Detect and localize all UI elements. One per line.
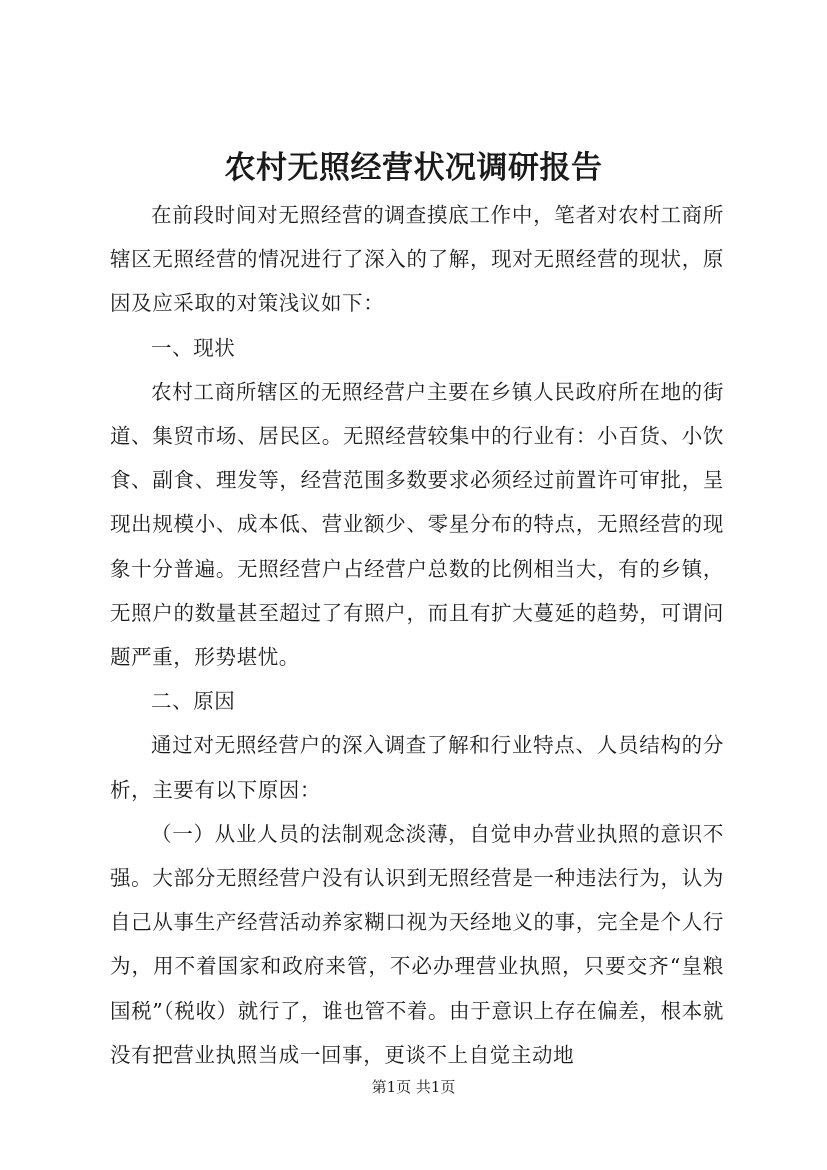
section-heading-status: 一、现状 — [151, 335, 236, 360]
status-paragraph: 农村工商所辖区的无照经营户主要在乡镇人民政府所在地的街道、集贸市场、居民区。无照经营较集中的行业有：小百货、小饮食、副食、理发等，经营范围多数要求必须经过前置许可审批，呈现出规模小、成本低、营业额少、零星分布的特点，无照经营的现象十分普遍。无照经营户占经营户总数的比例相当大，有的乡镇，无照户的数量甚至超过了有照户，而且有扩大蔓延的趋势，可谓问题严重，形势堪忧。 — [110, 379, 724, 670]
page-footer: 第1页 共1页 — [371, 1078, 456, 1096]
causes-intro-paragraph: 通过对无照经营户的深入调查了解和行业特点、人员结构的分析，主要有以下原因： — [110, 733, 724, 802]
section-heading-causes: 二、原因 — [151, 689, 236, 714]
document-title: 农村无照经营状况调研报告 — [224, 150, 603, 186]
document-body — [110, 193, 724, 1077]
intro-paragraph: 在前段时间对无照经营的调查摸底工作中，笔者对农村工商所辖区无照经营的情况进行了深入的了解，现对无照经营的现状，原因及应采取的对策浅议如下： — [110, 203, 724, 316]
cause-one-paragraph: （一）从业人员的法制观念淡薄，自觉申办营业执照的意识不强。大部分无照经营户没有认识到无照经营是一种违法行为，认为自己从事生产经营活动养家糊口视为天经地义的事，完全是个人行为，用不着国家和政府来管，不必办理营业执照，只要交齐“皇粮国税”（税收）就行了，谁也管不着。由于意识上存在偏差，根本就没有把营业执照当成一回事，更谈不上自觉主动地 — [110, 821, 724, 1067]
